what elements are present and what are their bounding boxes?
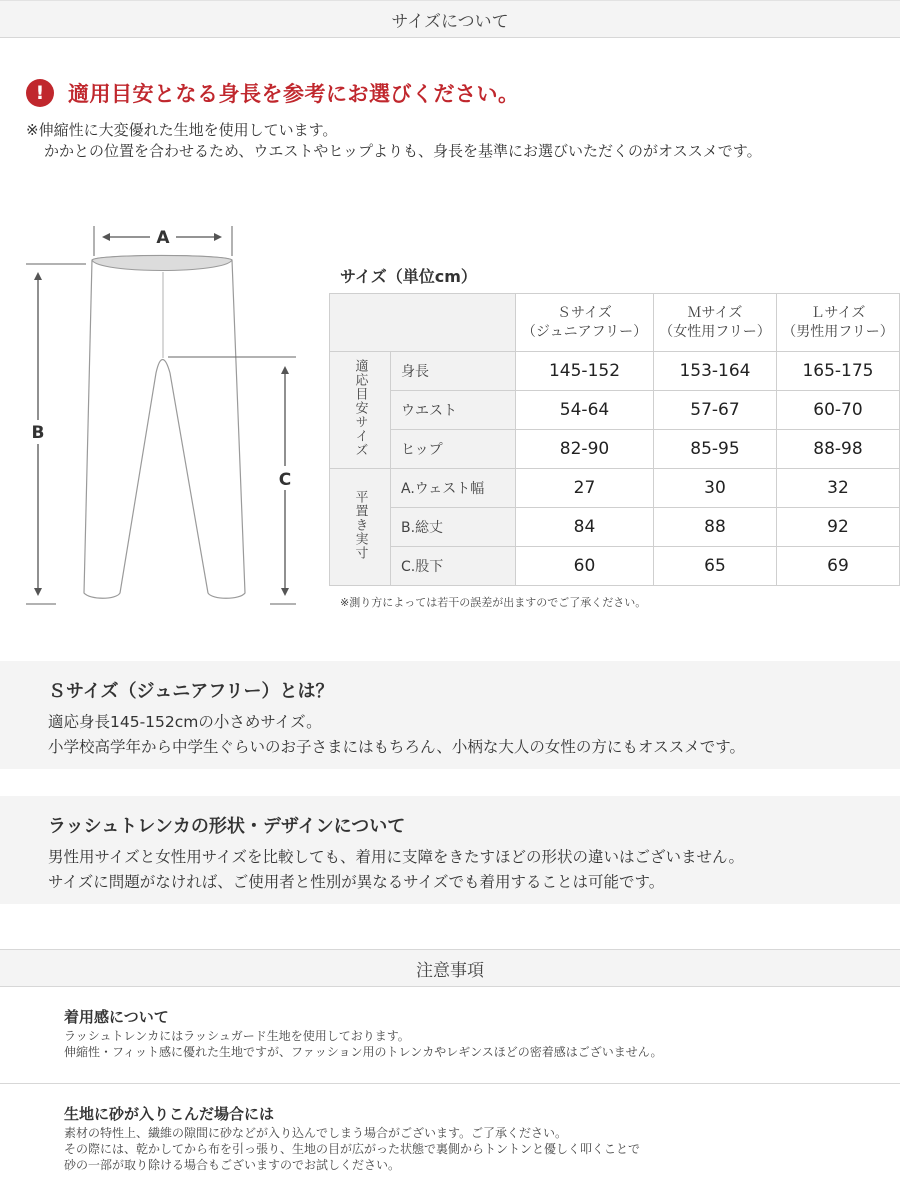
note-sand-line-1: 素材の特性上、繊維の隙間に砂などが入り込んでしまう場合がございます。ご了承ください。 [64,1126,568,1140]
cell-value: 165-175 [776,352,899,391]
row-label: B.総丈 [391,508,516,547]
cell-value: 82-90 [516,430,654,469]
cell-value: 153-164 [654,352,777,391]
intro-line-1: ※伸縮性に大変優れた生地を使用しています。 [26,121,338,139]
c-arrow-bottom [281,588,289,596]
intro-text [26,120,762,162]
cell-value: 85-95 [654,430,777,469]
info-s-size-line-2: 小学校高学年から中学生ぐらいのお子さまにはもちろん、小柄な大人の女性の方にもオススメです。 [48,738,746,756]
row-label: ヒップ [391,430,516,469]
col-header-s [516,294,654,352]
a-arrow-right [214,233,222,241]
cell-value: 88 [654,508,777,547]
col-header-s-sub: （ジュニアフリー） [521,323,648,340]
col-header-m-sub: （女性用フリー） [659,323,771,340]
info-s-size-line-1: 適応身長145-152cmの小さめサイズ。 [48,713,322,731]
cell-value: 145-152 [516,352,654,391]
info-s-size-title: Ｓサイズ（ジュニアフリー）とは？ [48,681,334,702]
size-table-title: サイズ（単位cm） [340,267,477,286]
info-s-size [0,661,900,769]
alert-text: 適用目安となる身長を参考にお選びください。 [68,82,520,106]
notes-section-header [0,949,900,987]
group-flat-measure-label: 平置き実寸 [352,490,368,560]
note-sand [0,1103,900,1200]
col-header-l-sub: （男性用フリー） [782,323,894,340]
info-shape-line-1: 男性用サイズと女性用サイズを比較しても、着用に支障をきたすほどの形状の違いはございません。 [48,848,744,866]
col-header-s-name: Ｓサイズ [557,304,612,321]
cell-value: 57-67 [654,391,777,430]
table-row [330,430,900,469]
note-sand-line-2: その際には、乾かしてから布を引っ張り、生地の目が広がった状態で裏側からトントンと優しく叩くことで [64,1142,641,1156]
cell-value: 54-64 [516,391,654,430]
size-table-header-row [330,294,900,352]
col-header-l-name: Ｌサイズ [810,304,866,321]
col-header-m [654,294,777,352]
table-note: ※測り方によっては若干の誤差が出ますのでご了承ください。 [340,596,647,609]
note-fit-line-1: ラッシュトレンカにはラッシュガード生地を使用しております。 [64,1029,410,1043]
info-shape-title: ラッシュトレンカの形状・デザインについて [48,816,406,837]
note-fit [0,1006,900,1084]
cell-value: 92 [776,508,899,547]
a-arrow-left [102,233,110,241]
row-label: C.股下 [391,547,516,586]
table-row [330,391,900,430]
table-row [330,508,900,547]
b-arrow-bottom [34,588,42,596]
notes-section-title: 注意事項 [416,960,484,981]
note-fit-title: 着用感について [64,1008,169,1026]
col-header-m-name: Ｍサイズ [687,304,743,321]
table-row [330,352,900,391]
size-section-header [0,0,900,38]
cell-value: 30 [654,469,777,508]
row-label: 身長 [391,352,516,391]
b-arrow-top [34,272,42,280]
note-sand-line-3: 砂の一部が取り除ける場合もございますのでお試しください。 [64,1158,401,1172]
group-fit-size [330,352,391,469]
note-fit-line-2: 伸縮性・フィット感に優れた生地ですが、ファッション用のトレンカやレギンスほどの密着感はございません。 [64,1045,663,1059]
group-flat-measure [330,469,391,586]
cell-value: 60-70 [776,391,899,430]
group-fit-size-label: 適応目安サイズ [352,359,368,457]
info-shape-line-2: サイズに問題がなければ、ご使用者と性別が異なるサイズでも着用することは可能です。 [48,873,665,891]
size-section-title: サイズについて [391,11,509,32]
cell-value: 32 [776,469,899,508]
size-table [329,293,900,586]
cell-value: 88-98 [776,430,899,469]
b-label: B [31,423,45,443]
a-label: A [156,228,170,248]
c-arrow-top [281,366,289,374]
note-sand-title: 生地に砂が入りこんだ場合には [64,1105,275,1123]
row-label: A.ウェスト幅 [391,469,516,508]
row-label: ウエスト [391,391,516,430]
pants-illustration [20,218,310,618]
table-row [330,469,900,508]
cell-value: 60 [516,547,654,586]
pants-diagram [20,218,310,618]
cell-value: 27 [516,469,654,508]
c-label: C [278,470,292,490]
exclamation-icon: ! [26,79,54,107]
cell-value: 84 [516,508,654,547]
alert-banner [26,78,520,108]
table-corner [330,294,516,352]
intro-line-2: かかとの位置を合わせるため、ウエストやヒップよりも、身長を基準にお選びいただくのがオススメです。 [44,142,762,160]
table-row [330,547,900,586]
cell-value: 65 [654,547,777,586]
info-shape-design [0,796,900,904]
cell-value: 69 [776,547,899,586]
col-header-l [776,294,899,352]
pants-outline [84,256,245,599]
